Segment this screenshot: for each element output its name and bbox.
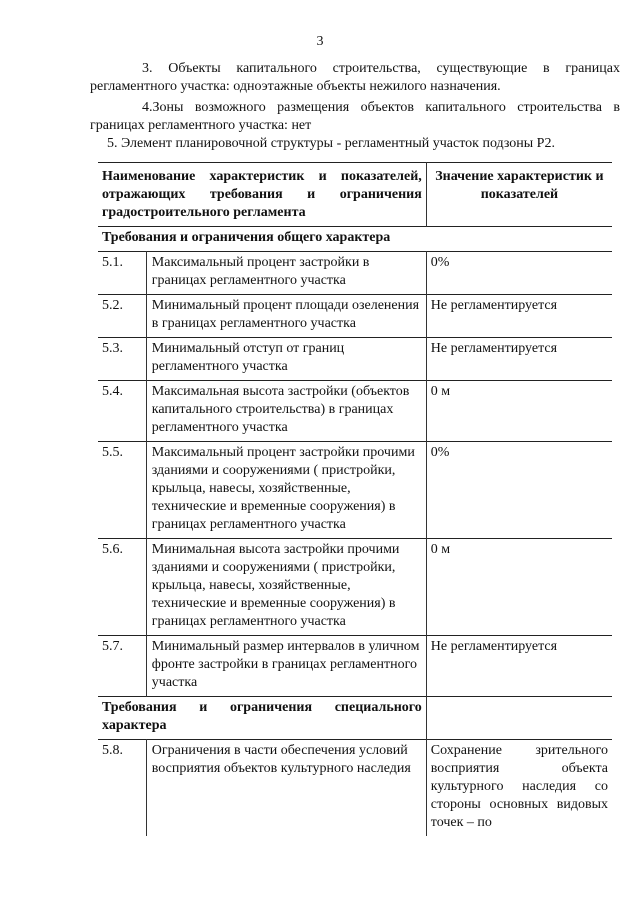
regulation-table bbox=[98, 162, 612, 836]
row-number: 5.6. bbox=[98, 539, 146, 636]
row-name: Максимальный процент застройки прочими зданиями и сооружениями ( пристройки, крыльца, навесы, хозяйственные, технические и временные сооружения) в границах регламентного участка bbox=[146, 442, 426, 539]
table-row bbox=[98, 295, 612, 338]
row-number: 5.3. bbox=[98, 338, 146, 381]
row-number: 5.7. bbox=[98, 636, 146, 697]
section-row-general bbox=[98, 227, 612, 252]
paragraph-3: 3. Объекты капитального строительства, существующие в границах регламентного участка: одноэтажные объекты нежилого назначения. bbox=[90, 61, 620, 94]
row-value: 0 м bbox=[426, 381, 612, 442]
table-header-row bbox=[98, 163, 612, 227]
section-row-special bbox=[98, 697, 612, 740]
row-number: 5.1. bbox=[98, 252, 146, 295]
row-name: Минимальный процент площади озеленения в границах регламентного участка bbox=[146, 295, 426, 338]
paragraph-5: 5. Элемент планировочной структуры - регламентный участок подзоны Р2. bbox=[107, 136, 555, 151]
row-value: Не регламентируется bbox=[426, 338, 612, 381]
page-number: 3 bbox=[316, 34, 324, 49]
row-name: Минимальный размер интервалов в уличном фронте застройки в границах регламентного участка bbox=[146, 636, 426, 697]
row-value: 0 м bbox=[426, 539, 612, 636]
row-name: Минимальный отступ от границ регламентного участка bbox=[146, 338, 426, 381]
table-row bbox=[98, 740, 612, 837]
table-row bbox=[98, 539, 612, 636]
row-value: 0% bbox=[426, 252, 612, 295]
table-row bbox=[98, 381, 612, 442]
row-number: 5.4. bbox=[98, 381, 146, 442]
empty-cell bbox=[426, 697, 612, 740]
section-title-general: Требования и ограничения общего характера bbox=[98, 227, 612, 252]
header-value: Значение характеристик и показателей bbox=[426, 163, 612, 227]
row-value: Не регламентируется bbox=[426, 295, 612, 338]
table-row bbox=[98, 442, 612, 539]
row-number: 5.2. bbox=[98, 295, 146, 338]
row-number: 5.5. bbox=[98, 442, 146, 539]
row-value: Сохранение зрительного восприятия объекта культурного наследия со стороны основных видовых точек – по bbox=[426, 740, 612, 837]
row-name: Максимальный процент застройки в границах регламентного участка bbox=[146, 252, 426, 295]
table-row bbox=[98, 636, 612, 697]
header-name: Наименование характеристик и показателей, отражающих требования и ограничения градостроительного регламента bbox=[98, 163, 426, 227]
row-number: 5.8. bbox=[98, 740, 146, 837]
section-title-special: Требования и ограничения специального характера bbox=[98, 697, 426, 740]
row-name: Максимальная высота застройки (объектов капитального строительства) в границах регламентного участка bbox=[146, 381, 426, 442]
row-value: 0% bbox=[426, 442, 612, 539]
row-name: Ограничения в части обеспечения условий восприятия объектов культурного наследия bbox=[146, 740, 426, 837]
table-row bbox=[98, 338, 612, 381]
row-value: Не регламентируется bbox=[426, 636, 612, 697]
row-name: Минимальная высота застройки прочими зданиями и сооружениями ( пристройки, крыльца, навесы, хозяйственные, технические и временные сооружения) в границах регламентного участка bbox=[146, 539, 426, 636]
intro-text bbox=[90, 60, 620, 153]
table-row bbox=[98, 252, 612, 295]
paragraph-4: 4.Зоны возможного размещения объектов капитального строительства в границах регламентного участка: нет bbox=[90, 100, 620, 133]
